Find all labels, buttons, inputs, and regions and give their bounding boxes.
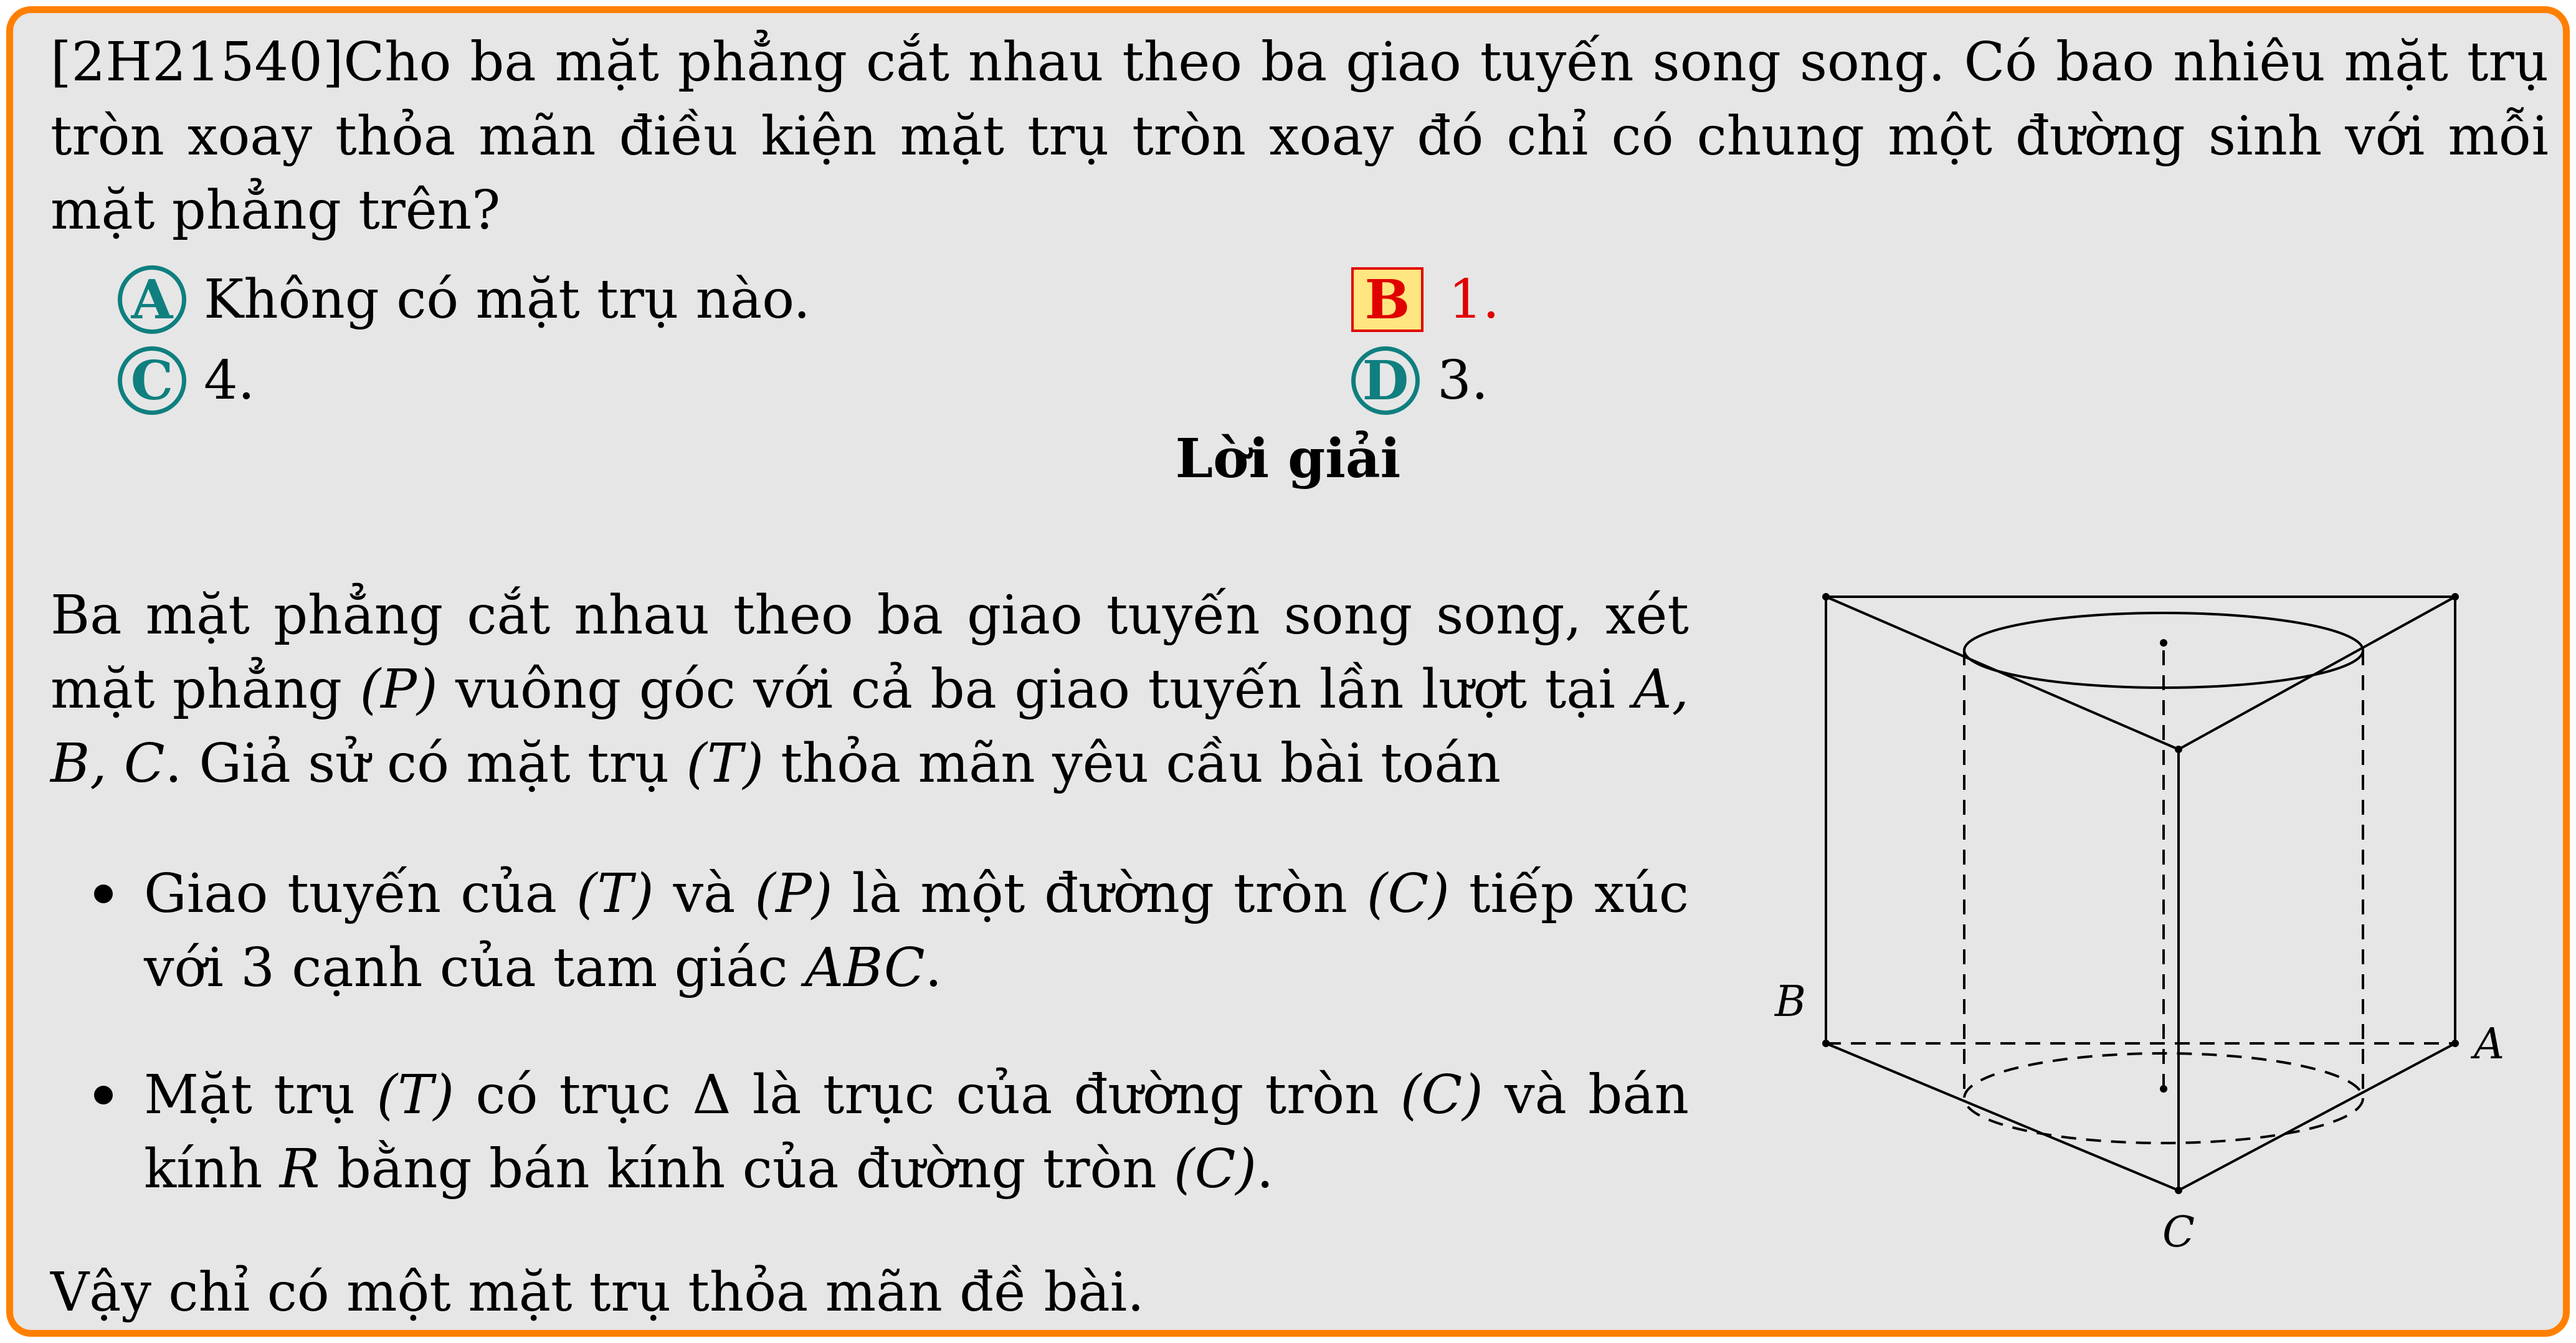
choice-c-text: 4. (204, 349, 255, 412)
choice-d-text: 3. (1437, 349, 1489, 412)
solution-title: Lời giải (1175, 427, 1401, 490)
solution-conclusion: Vậy chỉ có một mặt trụ thỏa mãn đề bài. (50, 1261, 1144, 1324)
bullet-part: Mặt trụ (144, 1064, 377, 1126)
bottom-circle (1964, 1053, 2363, 1143)
bullet-part: là trục của đường tròn (731, 1064, 1400, 1126)
math-points: A, B, C (50, 658, 1689, 795)
bullet-part: là một đường tròn (832, 863, 1367, 925)
math-r: R (279, 1138, 320, 1200)
math-t: (T) (376, 1064, 455, 1126)
bottom-center (2160, 1085, 2167, 1093)
vertex-top-a (2451, 593, 2459, 600)
vertex-top-c (2175, 746, 2182, 753)
solution-intro (50, 579, 1689, 801)
choice-b[interactable] (1351, 262, 1499, 337)
bullet-part: . (924, 937, 943, 999)
label-b: B (1775, 977, 1806, 1027)
math-c: (C) (1400, 1064, 1483, 1126)
bullet-part: và bán kính (144, 1064, 1689, 1200)
vertex-a (2451, 1040, 2459, 1047)
math-c: (C) (1174, 1138, 1257, 1200)
math-delta: Δ (692, 1064, 731, 1126)
math-t: (T) (686, 733, 764, 795)
label-c: C (2162, 1208, 2195, 1257)
bullet-1 (144, 857, 1689, 1005)
question-card (6, 6, 2570, 1337)
math-abc: ABC (805, 937, 925, 999)
choice-c[interactable] (118, 343, 255, 418)
bullet-part: bằng bán kính của đường tròn (320, 1138, 1174, 1200)
label-a: A (2474, 1020, 2505, 1069)
choice-a[interactable] (118, 262, 810, 337)
vertex-b (1822, 1040, 1830, 1047)
math-p: (P) (754, 863, 833, 925)
choice-a-text: Không có mặt trụ nào. (204, 268, 810, 331)
question-text (50, 26, 2549, 248)
bullet-part: và (654, 863, 755, 925)
bottom-edge-ac (2179, 1043, 2455, 1190)
intro-part: . Giả sử có mặt trụ (164, 733, 687, 795)
math-t: (T) (576, 863, 654, 925)
choice-d[interactable] (1351, 343, 1488, 418)
choice-a-badge: A (118, 265, 186, 334)
bullet-part: có trục (454, 1064, 693, 1126)
intro-part: thỏa mãn yêu cầu bài toán (763, 733, 1501, 795)
bullet-part: tiếp xúc với 3 cạnh của tam giác (144, 863, 1689, 999)
choice-d-badge: D (1351, 346, 1420, 415)
top-center (2160, 639, 2167, 647)
bullet-2 (144, 1058, 1689, 1207)
bullet-part: . (1256, 1138, 1274, 1200)
question-body: Cho ba mặt phẳng cắt nhau theo ba giao tuyến song song. Có bao nhiêu mặt trụ tròn xoay thỏa mãn điều kiện mặt trụ tròn xoay đó chỉ có chung một đường sinh với mỗi mặt phẳng trên? (50, 31, 2549, 242)
choice-b-text: 1. (1448, 268, 1500, 331)
math-c: (C) (1366, 863, 1450, 925)
vertex-top-b (1822, 593, 1830, 600)
intro-part: Ba mặt phẳng cắt nhau theo ba giao tuyến song song, xét mặt phẳng (50, 584, 1689, 721)
vertex-c (2175, 1187, 2182, 1194)
choice-b-badge: B (1351, 267, 1423, 332)
question-id: [2H21540] (50, 31, 344, 93)
bottom-edge-bc (1826, 1043, 2179, 1190)
bullet-part: Giao tuyến của (144, 863, 577, 925)
choice-c-badge: C (118, 346, 186, 415)
prism-cylinder-figure (1745, 561, 2555, 1271)
bullet-dot (94, 1086, 113, 1104)
math-p: (P) (359, 658, 438, 721)
bullet-dot (94, 885, 113, 903)
intro-part: vuông góc với cả ba giao tuyến lần lượt tại (437, 658, 1633, 721)
